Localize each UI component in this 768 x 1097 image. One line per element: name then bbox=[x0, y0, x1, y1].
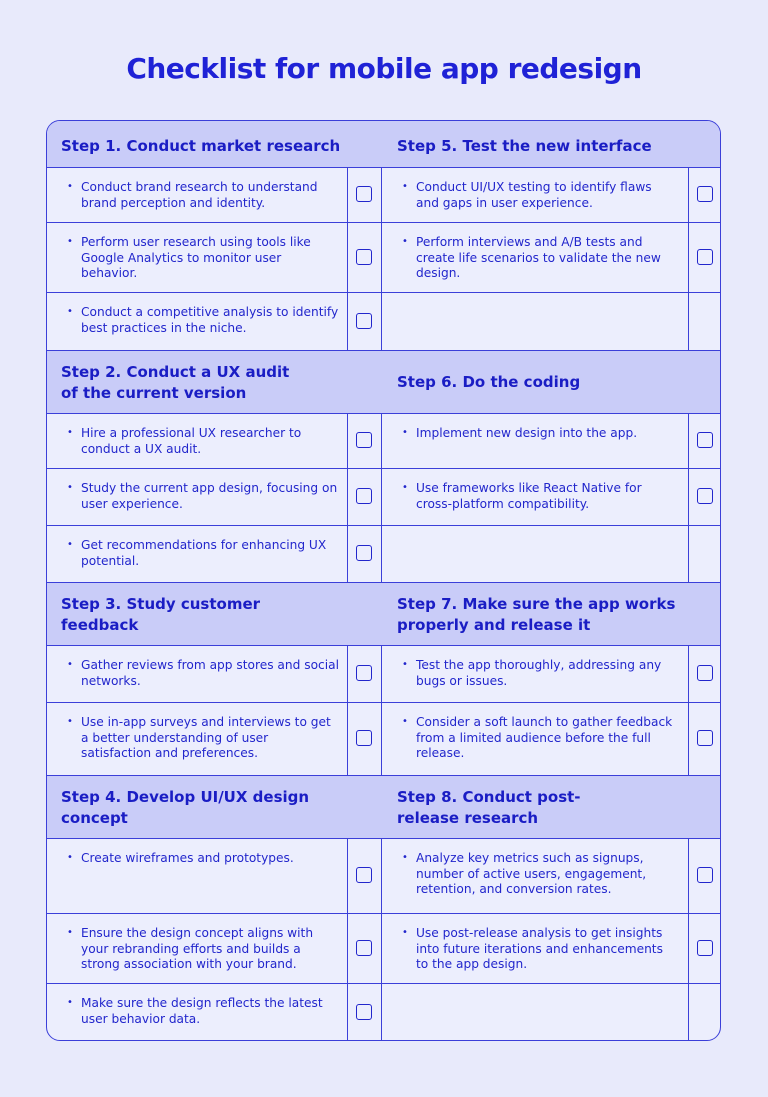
checklist-item: • Get recommendations for enhancing UX potential. bbox=[47, 526, 381, 582]
item-text: Study the current app design, focusing on user experience. bbox=[81, 481, 338, 511]
item-text: Implement new design into the app. bbox=[416, 426, 638, 440]
checklist-item: • Create wireframes and prototypes. bbox=[47, 839, 381, 914]
item-text: Conduct a competitive analysis to identify best practices in the niche. bbox=[81, 305, 339, 335]
checkbox[interactable] bbox=[356, 545, 372, 561]
item-text: Use frameworks like React Native for cross-platform compatibility. bbox=[416, 481, 642, 511]
step-1-title: Step 1. Conduct market research bbox=[61, 137, 341, 155]
page-title: Checklist for mobile app redesign bbox=[126, 52, 642, 85]
item-text: Ensure the design concept aligns with your rebranding efforts and builds a strong association with your brand. bbox=[81, 926, 314, 971]
item-text: Perform user research using tools like Google Analytics to monitor user behavior. bbox=[81, 235, 311, 280]
section-header-band-4 bbox=[47, 775, 721, 839]
step-5-title: Step 5. Test the new interface bbox=[397, 137, 652, 155]
checkbox[interactable] bbox=[697, 488, 713, 504]
step-8-title: Step 8. Conduct post- release research bbox=[397, 788, 581, 827]
empty-row bbox=[382, 293, 721, 350]
checkbox[interactable] bbox=[697, 432, 713, 448]
checkbox[interactable] bbox=[697, 730, 713, 746]
item-text: Perform interviews and A/B tests and create life scenarios to validate the new design. bbox=[416, 235, 661, 280]
checkbox[interactable] bbox=[356, 730, 372, 746]
checklist-item: • Use post-release analysis to get insights into future iterations and enhancements to the app design. bbox=[382, 914, 721, 984]
section-header-band-1 bbox=[47, 120, 721, 168]
item-text: Use in-app surveys and interviews to get a better understanding of user satisfaction and preferences. bbox=[81, 715, 331, 760]
checkbox[interactable] bbox=[356, 867, 372, 883]
step-2-title: Step 2. Conduct a UX audit of the current version bbox=[61, 363, 290, 402]
section-header-band-3 bbox=[47, 582, 721, 646]
checklist-item: • Conduct a competitive analysis to identify best practices in the niche. bbox=[47, 293, 381, 350]
checkbox[interactable] bbox=[356, 940, 372, 956]
item-text: Use post-release analysis to get insights into future iterations and enhancements to the app design. bbox=[416, 926, 663, 971]
checkbox[interactable] bbox=[356, 488, 372, 504]
checklist-item: • Use in-app surveys and interviews to get a better understanding of user satisfaction and preferences. bbox=[47, 703, 381, 775]
checkbox[interactable] bbox=[697, 186, 713, 202]
item-text: Analyze key metrics such as signups, number of active users, engagement, retention, and conversion rates. bbox=[416, 851, 647, 896]
checklist-item: • Test the app thoroughly, addressing any bugs or issues. bbox=[382, 646, 721, 703]
checkbox[interactable] bbox=[356, 313, 372, 329]
checkbox[interactable] bbox=[356, 665, 372, 681]
checklist-item: • Perform interviews and A/B tests and create life scenarios to validate the new design. bbox=[382, 223, 721, 293]
checklist-item: • Make sure the design reflects the latest user behavior data. bbox=[47, 984, 381, 1041]
checklist-item: • Conduct brand research to understand brand perception and identity. bbox=[47, 168, 381, 223]
checklist-item: • Study the current app design, focusing on user experience. bbox=[47, 469, 381, 526]
checkbox[interactable] bbox=[697, 867, 713, 883]
checklist-item: • Ensure the design concept aligns with your rebranding efforts and builds a strong association with your brand. bbox=[47, 914, 381, 984]
item-text: Gather reviews from app stores and social networks. bbox=[81, 658, 339, 688]
step-4-title: Step 4. Develop UI/UX design concept bbox=[61, 788, 310, 827]
item-text: Make sure the design reflects the latest user behavior data. bbox=[81, 996, 323, 1026]
checkbox[interactable] bbox=[356, 1004, 372, 1020]
item-text: Create wireframes and prototypes. bbox=[81, 851, 294, 865]
checkbox[interactable] bbox=[356, 249, 372, 265]
checkbox[interactable] bbox=[697, 940, 713, 956]
step-6-title: Step 6. Do the coding bbox=[397, 373, 581, 391]
checkbox[interactable] bbox=[697, 665, 713, 681]
checklist-item: • Implement new design into the app. bbox=[382, 414, 721, 469]
checkbox[interactable] bbox=[356, 432, 372, 448]
checkbox[interactable] bbox=[356, 186, 372, 202]
item-text: Consider a soft launch to gather feedback from a limited audience before the full release. bbox=[416, 715, 673, 760]
checklist-item: • Conduct UI/UX testing to identify flaws and gaps in user experience. bbox=[382, 168, 721, 223]
step-7-title: Step 7. Make sure the app works properly and release it bbox=[397, 595, 676, 634]
checklist-item: • Gather reviews from app stores and social networks. bbox=[47, 646, 381, 703]
checklist-item: • Analyze key metrics such as signups, number of active users, engagement, retention, and conversion rates. bbox=[382, 839, 721, 914]
checklist-item: • Perform user research using tools like Google Analytics to monitor user behavior. bbox=[47, 223, 381, 293]
checklist-item: • Consider a soft launch to gather feedback from a limited audience before the full release. bbox=[382, 703, 721, 775]
item-text: Test the app thoroughly, addressing any bugs or issues. bbox=[416, 658, 662, 688]
section-header-band-2 bbox=[47, 350, 721, 414]
checklist-item: • Hire a professional UX researcher to conduct a UX audit. bbox=[47, 414, 381, 469]
item-text: Hire a professional UX researcher to conduct a UX audit. bbox=[81, 426, 302, 456]
item-text: Get recommendations for enhancing UX potential. bbox=[81, 538, 327, 568]
empty-row bbox=[382, 984, 721, 1041]
empty-row bbox=[382, 526, 721, 582]
checklist-table bbox=[46, 120, 721, 1041]
step-3-title: Step 3. Study customer feedback bbox=[61, 595, 261, 634]
item-text: Conduct brand research to understand brand perception and identity. bbox=[81, 180, 318, 210]
item-text: Conduct UI/UX testing to identify flaws and gaps in user experience. bbox=[416, 180, 652, 210]
checkbox[interactable] bbox=[697, 249, 713, 265]
checklist-item: • Use frameworks like React Native for cross-platform compatibility. bbox=[382, 469, 721, 526]
